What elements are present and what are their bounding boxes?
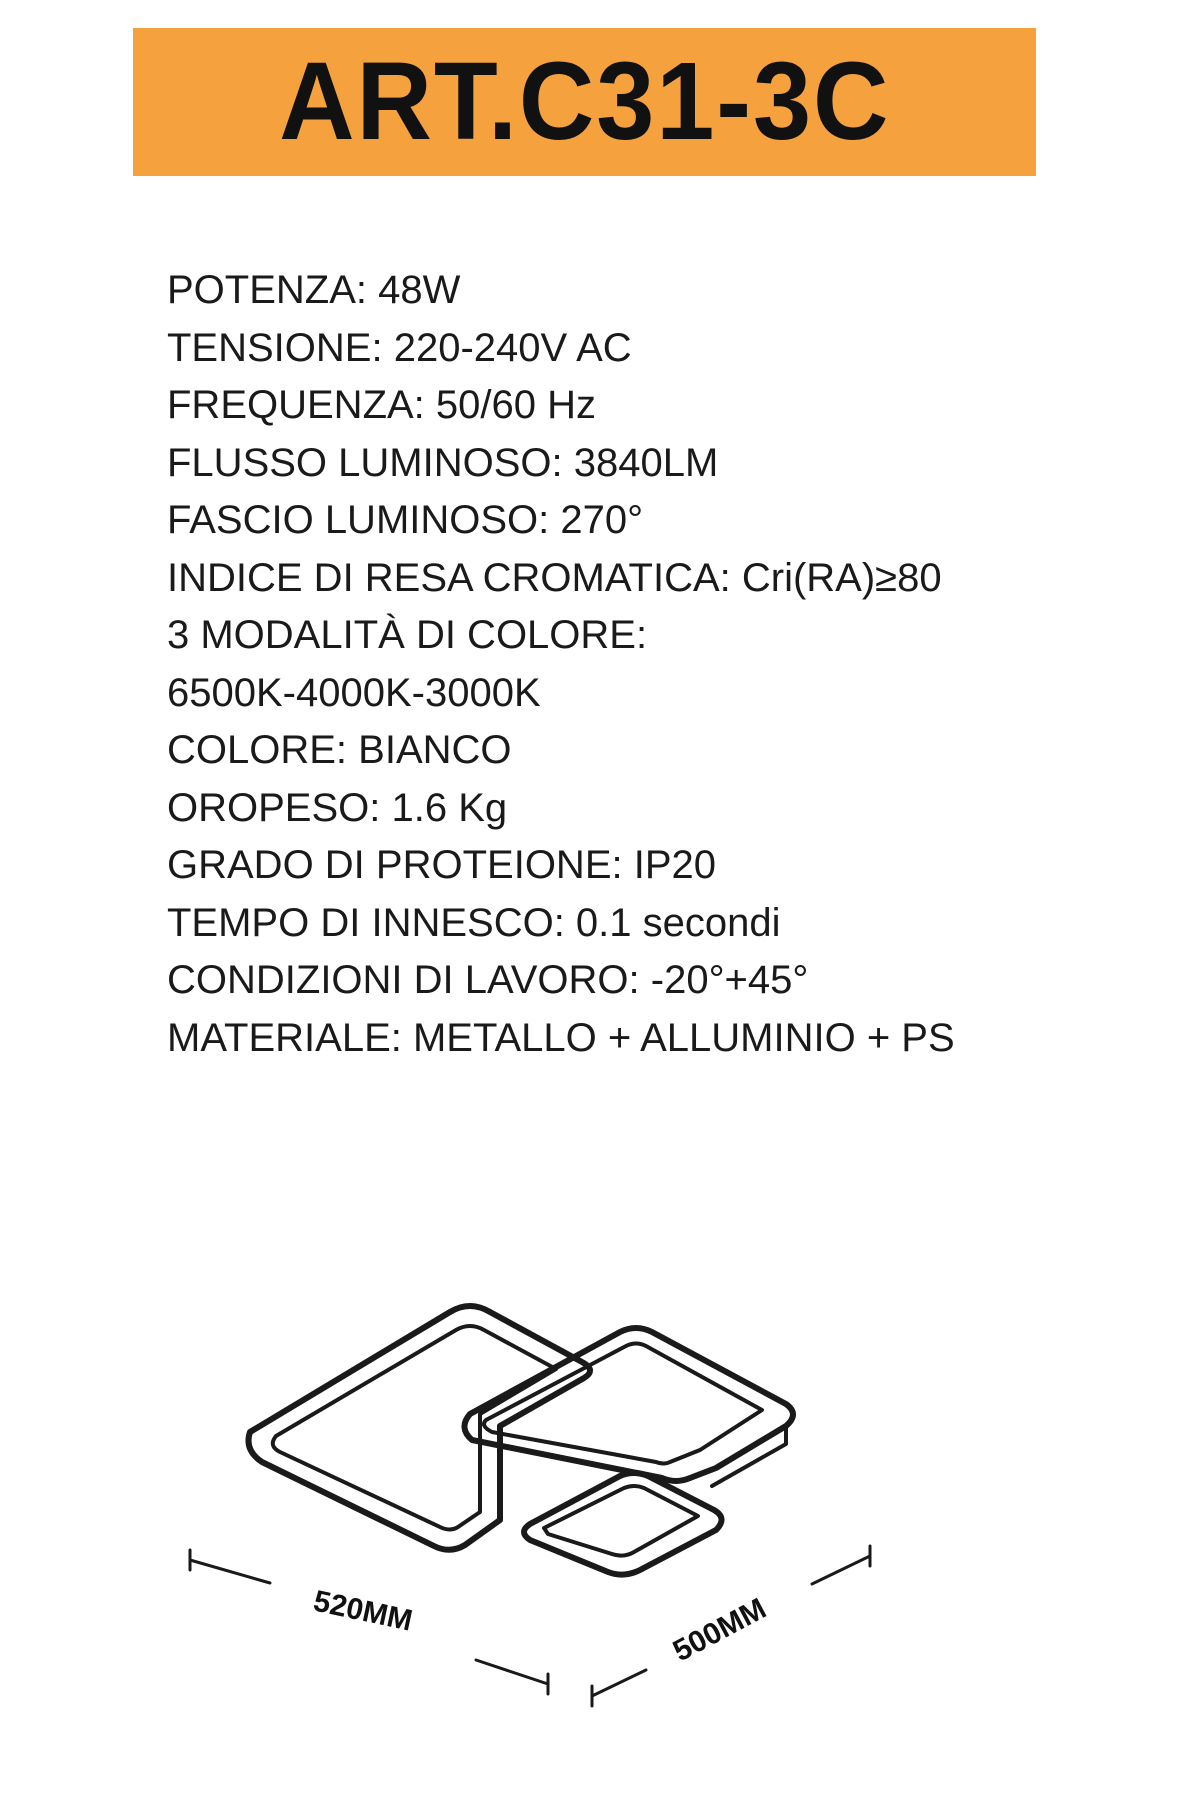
dimension-label-width: 500MM: [667, 1592, 772, 1669]
medium-square-frame: [464, 1328, 793, 1486]
spec-voltage: TENSIONE: 220-240V AC: [167, 325, 632, 370]
spec-beam-angle: FASCIO LUMINOSO: 270°: [167, 498, 644, 542]
spec-color: COLORE: BIANCO: [167, 728, 512, 772]
spec-protection-grade: GRADO DI PROTEIONE: IP20: [167, 843, 717, 887]
spec-color-rendering: INDICE DI RESA CROMATICA: Cri(RA)≥80: [167, 555, 942, 600]
spec-color-modes-values: 6500K-4000K-3000K: [167, 670, 541, 715]
spec-list: [167, 262, 1127, 1067]
spec-frequency: FREQUENZA: 50/60 Hz: [167, 383, 597, 427]
small-square-frame: [524, 1473, 722, 1575]
lamp-drawing: [0, 1260, 1179, 1720]
spec-working-conditions: CONDIZIONI DI LAVORO: -20°+45°: [167, 958, 809, 1002]
title-banner: [133, 28, 1036, 176]
spec-luminous-flux: FLUSSO LUMINOSO: 3840LM: [167, 440, 719, 485]
spec-color-modes-label: 3 MODALITÀ DI COLORE:: [167, 613, 648, 657]
product-code-title: ART.C31-3C: [278, 40, 891, 163]
spec-ignition-time: TEMPO DI INNESCO: 0.1 secondi: [167, 900, 781, 945]
large-square-frame: [249, 1306, 591, 1550]
spec-material: MATERIALE: METALLO + ALLUMINIO + PS: [167, 1015, 955, 1060]
spec-weight: OROPESO: 1.6 Kg: [167, 785, 508, 830]
spec-power: POTENZA: 48W: [167, 268, 461, 312]
dimension-label-length: 520MM: [310, 1584, 416, 1638]
